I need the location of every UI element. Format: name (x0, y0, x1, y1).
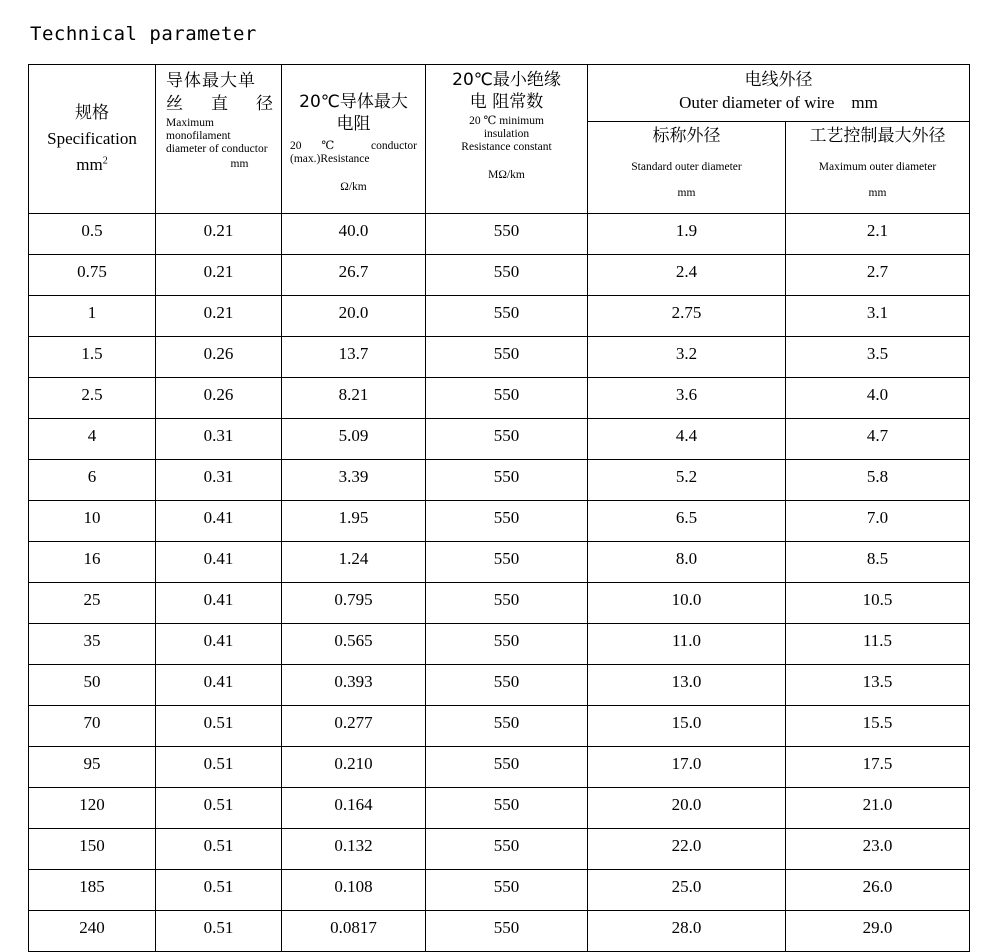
cell-standard-outer: 10.0 (588, 583, 786, 624)
cell-insulation: 550 (426, 378, 588, 419)
cell-resistance: 20.0 (282, 296, 426, 337)
header-insulation-en-2: insulation (483, 128, 530, 140)
header-max-outer-unit: mm (868, 187, 887, 199)
cell-insulation: 550 (426, 542, 588, 583)
header-insulation-unit: MΩ/km (488, 169, 525, 181)
cell-insulation: 550 (426, 583, 588, 624)
technical-parameter-table (28, 64, 970, 952)
table-row (29, 337, 970, 378)
cell-filament: 0.21 (156, 255, 282, 296)
cell-spec: 240 (29, 911, 156, 952)
cell-max-outer: 5.8 (786, 460, 970, 501)
cell-resistance: 0.0817 (282, 911, 426, 952)
cell-spec: 185 (29, 870, 156, 911)
cell-max-outer: 3.5 (786, 337, 970, 378)
cell-resistance: 0.393 (282, 665, 426, 706)
cell-insulation: 550 (426, 870, 588, 911)
header-standard-outer-en: Standard outer diameter (631, 161, 742, 173)
header-outer-diameter-group (588, 65, 970, 122)
cell-insulation: 550 (426, 460, 588, 501)
header-insulation-zh-2: 电 阻常数 (469, 92, 544, 112)
cell-max-outer: 4.0 (786, 378, 970, 419)
cell-standard-outer: 28.0 (588, 911, 786, 952)
cell-insulation: 550 (426, 788, 588, 829)
cell-standard-outer: 11.0 (588, 624, 786, 665)
cell-insulation: 550 (426, 747, 588, 788)
cell-spec: 0.75 (29, 255, 156, 296)
header-resistance-unit: Ω/km (340, 181, 367, 193)
cell-resistance: 0.210 (282, 747, 426, 788)
cell-max-outer: 26.0 (786, 870, 970, 911)
cell-insulation: 550 (426, 624, 588, 665)
header-resistance-zh-1: 20℃导体最大 (299, 92, 408, 112)
table-row (29, 829, 970, 870)
cell-resistance: 0.108 (282, 870, 426, 911)
header-specification-zh: 规格 (75, 103, 109, 123)
cell-max-outer: 8.5 (786, 542, 970, 583)
cell-standard-outer: 8.0 (588, 542, 786, 583)
cell-filament: 0.41 (156, 665, 282, 706)
cell-max-outer: 23.0 (786, 829, 970, 870)
cell-standard-outer: 3.2 (588, 337, 786, 378)
cell-filament: 0.51 (156, 870, 282, 911)
cell-max-outer: 4.7 (786, 419, 970, 460)
table-row (29, 583, 970, 624)
cell-standard-outer: 6.5 (588, 501, 786, 542)
cell-insulation: 550 (426, 706, 588, 747)
cell-max-outer: 7.0 (786, 501, 970, 542)
cell-standard-outer: 2.75 (588, 296, 786, 337)
cell-max-outer: 2.7 (786, 255, 970, 296)
cell-standard-outer: 20.0 (588, 788, 786, 829)
header-filament-zh-2: 丝 直 径 (166, 94, 273, 114)
cell-filament: 0.51 (156, 747, 282, 788)
cell-max-outer: 15.5 (786, 706, 970, 747)
cell-spec: 50 (29, 665, 156, 706)
table-row (29, 255, 970, 296)
cell-resistance: 5.09 (282, 419, 426, 460)
header-resistance-en: 20 ℃ conductor (max.)Resistance (290, 140, 417, 165)
header-max-outer-en: Maximum outer diameter (818, 161, 937, 173)
cell-insulation: 550 (426, 501, 588, 542)
header-standard-outer-zh: 标称外径 (652, 126, 721, 146)
table-body (29, 214, 970, 952)
header-outer-group-en: Outer diameter of wire mm (679, 93, 878, 112)
cell-filament: 0.51 (156, 788, 282, 829)
header-filament-zh-1: 导体最大单 (166, 71, 256, 91)
cell-resistance: 0.795 (282, 583, 426, 624)
table-row (29, 706, 970, 747)
cell-spec: 4 (29, 419, 156, 460)
cell-standard-outer: 13.0 (588, 665, 786, 706)
cell-insulation: 550 (426, 255, 588, 296)
cell-filament: 0.31 (156, 460, 282, 501)
cell-spec: 25 (29, 583, 156, 624)
header-resistance-zh-2: 电阻 (336, 114, 371, 134)
cell-max-outer: 11.5 (786, 624, 970, 665)
cell-max-outer: 3.1 (786, 296, 970, 337)
table-row (29, 911, 970, 952)
cell-resistance: 0.565 (282, 624, 426, 665)
cell-insulation: 550 (426, 419, 588, 460)
cell-spec: 2.5 (29, 378, 156, 419)
cell-spec: 35 (29, 624, 156, 665)
cell-spec: 1 (29, 296, 156, 337)
cell-spec: 6 (29, 460, 156, 501)
cell-insulation: 550 (426, 337, 588, 378)
header-standard-outer-diameter (588, 122, 786, 214)
cell-standard-outer: 4.4 (588, 419, 786, 460)
table-row (29, 542, 970, 583)
table-header (29, 65, 970, 214)
header-filament-diameter (156, 65, 282, 214)
table-row (29, 788, 970, 829)
table-row (29, 624, 970, 665)
cell-standard-outer: 17.0 (588, 747, 786, 788)
header-insulation-resistance (426, 65, 588, 214)
cell-spec: 95 (29, 747, 156, 788)
cell-filament: 0.26 (156, 378, 282, 419)
cell-insulation: 550 (426, 665, 588, 706)
cell-spec: 10 (29, 501, 156, 542)
cell-max-outer: 17.5 (786, 747, 970, 788)
cell-resistance: 0.132 (282, 829, 426, 870)
header-conductor-resistance (282, 65, 426, 214)
cell-standard-outer: 22.0 (588, 829, 786, 870)
cell-standard-outer: 3.6 (588, 378, 786, 419)
cell-filament: 0.21 (156, 296, 282, 337)
header-insulation-en-1: 20 ℃ minimum (469, 115, 544, 127)
cell-filament: 0.41 (156, 542, 282, 583)
cell-filament: 0.51 (156, 911, 282, 952)
cell-resistance: 26.7 (282, 255, 426, 296)
header-specification (29, 65, 156, 214)
cell-spec: 16 (29, 542, 156, 583)
header-insulation-zh-1: 20℃最小绝缘 (452, 70, 561, 90)
table-row (29, 296, 970, 337)
cell-resistance: 8.21 (282, 378, 426, 419)
table-row (29, 460, 970, 501)
cell-spec: 0.5 (29, 214, 156, 255)
cell-resistance: 40.0 (282, 214, 426, 255)
cell-max-outer: 29.0 (786, 911, 970, 952)
table-row (29, 419, 970, 460)
cell-spec: 120 (29, 788, 156, 829)
table-row (29, 870, 970, 911)
header-max-outer-zh: 工艺控制最大外径 (809, 126, 946, 146)
table-row (29, 378, 970, 419)
cell-standard-outer: 5.2 (588, 460, 786, 501)
header-specification-unit: $mm^2$ (76, 155, 108, 174)
cell-filament: 0.41 (156, 624, 282, 665)
cell-max-outer: 10.5 (786, 583, 970, 624)
header-max-outer-diameter (786, 122, 970, 214)
header-filament-en: Maximum monofilament diameter of conductor (166, 117, 268, 155)
cell-insulation: 550 (426, 911, 588, 952)
header-specification-en: Specification (47, 129, 137, 148)
cell-filament: 0.26 (156, 337, 282, 378)
cell-spec: 150 (29, 829, 156, 870)
header-filament-unit: mm (230, 158, 249, 170)
cell-filament: 0.31 (156, 419, 282, 460)
cell-max-outer: 13.5 (786, 665, 970, 706)
cell-max-outer: 21.0 (786, 788, 970, 829)
cell-resistance: 1.95 (282, 501, 426, 542)
table-row (29, 665, 970, 706)
header-insulation-en-3: Resistance constant (461, 141, 552, 153)
cell-insulation: 550 (426, 214, 588, 255)
cell-insulation: 550 (426, 829, 588, 870)
cell-resistance: 3.39 (282, 460, 426, 501)
cell-filament: 0.41 (156, 583, 282, 624)
cell-filament: 0.51 (156, 829, 282, 870)
cell-resistance: 0.164 (282, 788, 426, 829)
cell-standard-outer: 15.0 (588, 706, 786, 747)
cell-filament: 0.51 (156, 706, 282, 747)
cell-max-outer: 2.1 (786, 214, 970, 255)
cell-standard-outer: 2.4 (588, 255, 786, 296)
cell-spec: 70 (29, 706, 156, 747)
table-row (29, 747, 970, 788)
table-row (29, 214, 970, 255)
table-row (29, 501, 970, 542)
cell-filament: 0.21 (156, 214, 282, 255)
cell-standard-outer: 1.9 (588, 214, 786, 255)
page-title: Technical parameter (30, 23, 257, 45)
header-outer-group-zh: 电线外径 (744, 70, 813, 90)
cell-resistance: 0.277 (282, 706, 426, 747)
cell-standard-outer: 25.0 (588, 870, 786, 911)
cell-resistance: 1.24 (282, 542, 426, 583)
cell-insulation: 550 (426, 296, 588, 337)
cell-resistance: 13.7 (282, 337, 426, 378)
header-standard-outer-unit: mm (677, 187, 696, 199)
cell-filament: 0.41 (156, 501, 282, 542)
cell-spec: 1.5 (29, 337, 156, 378)
